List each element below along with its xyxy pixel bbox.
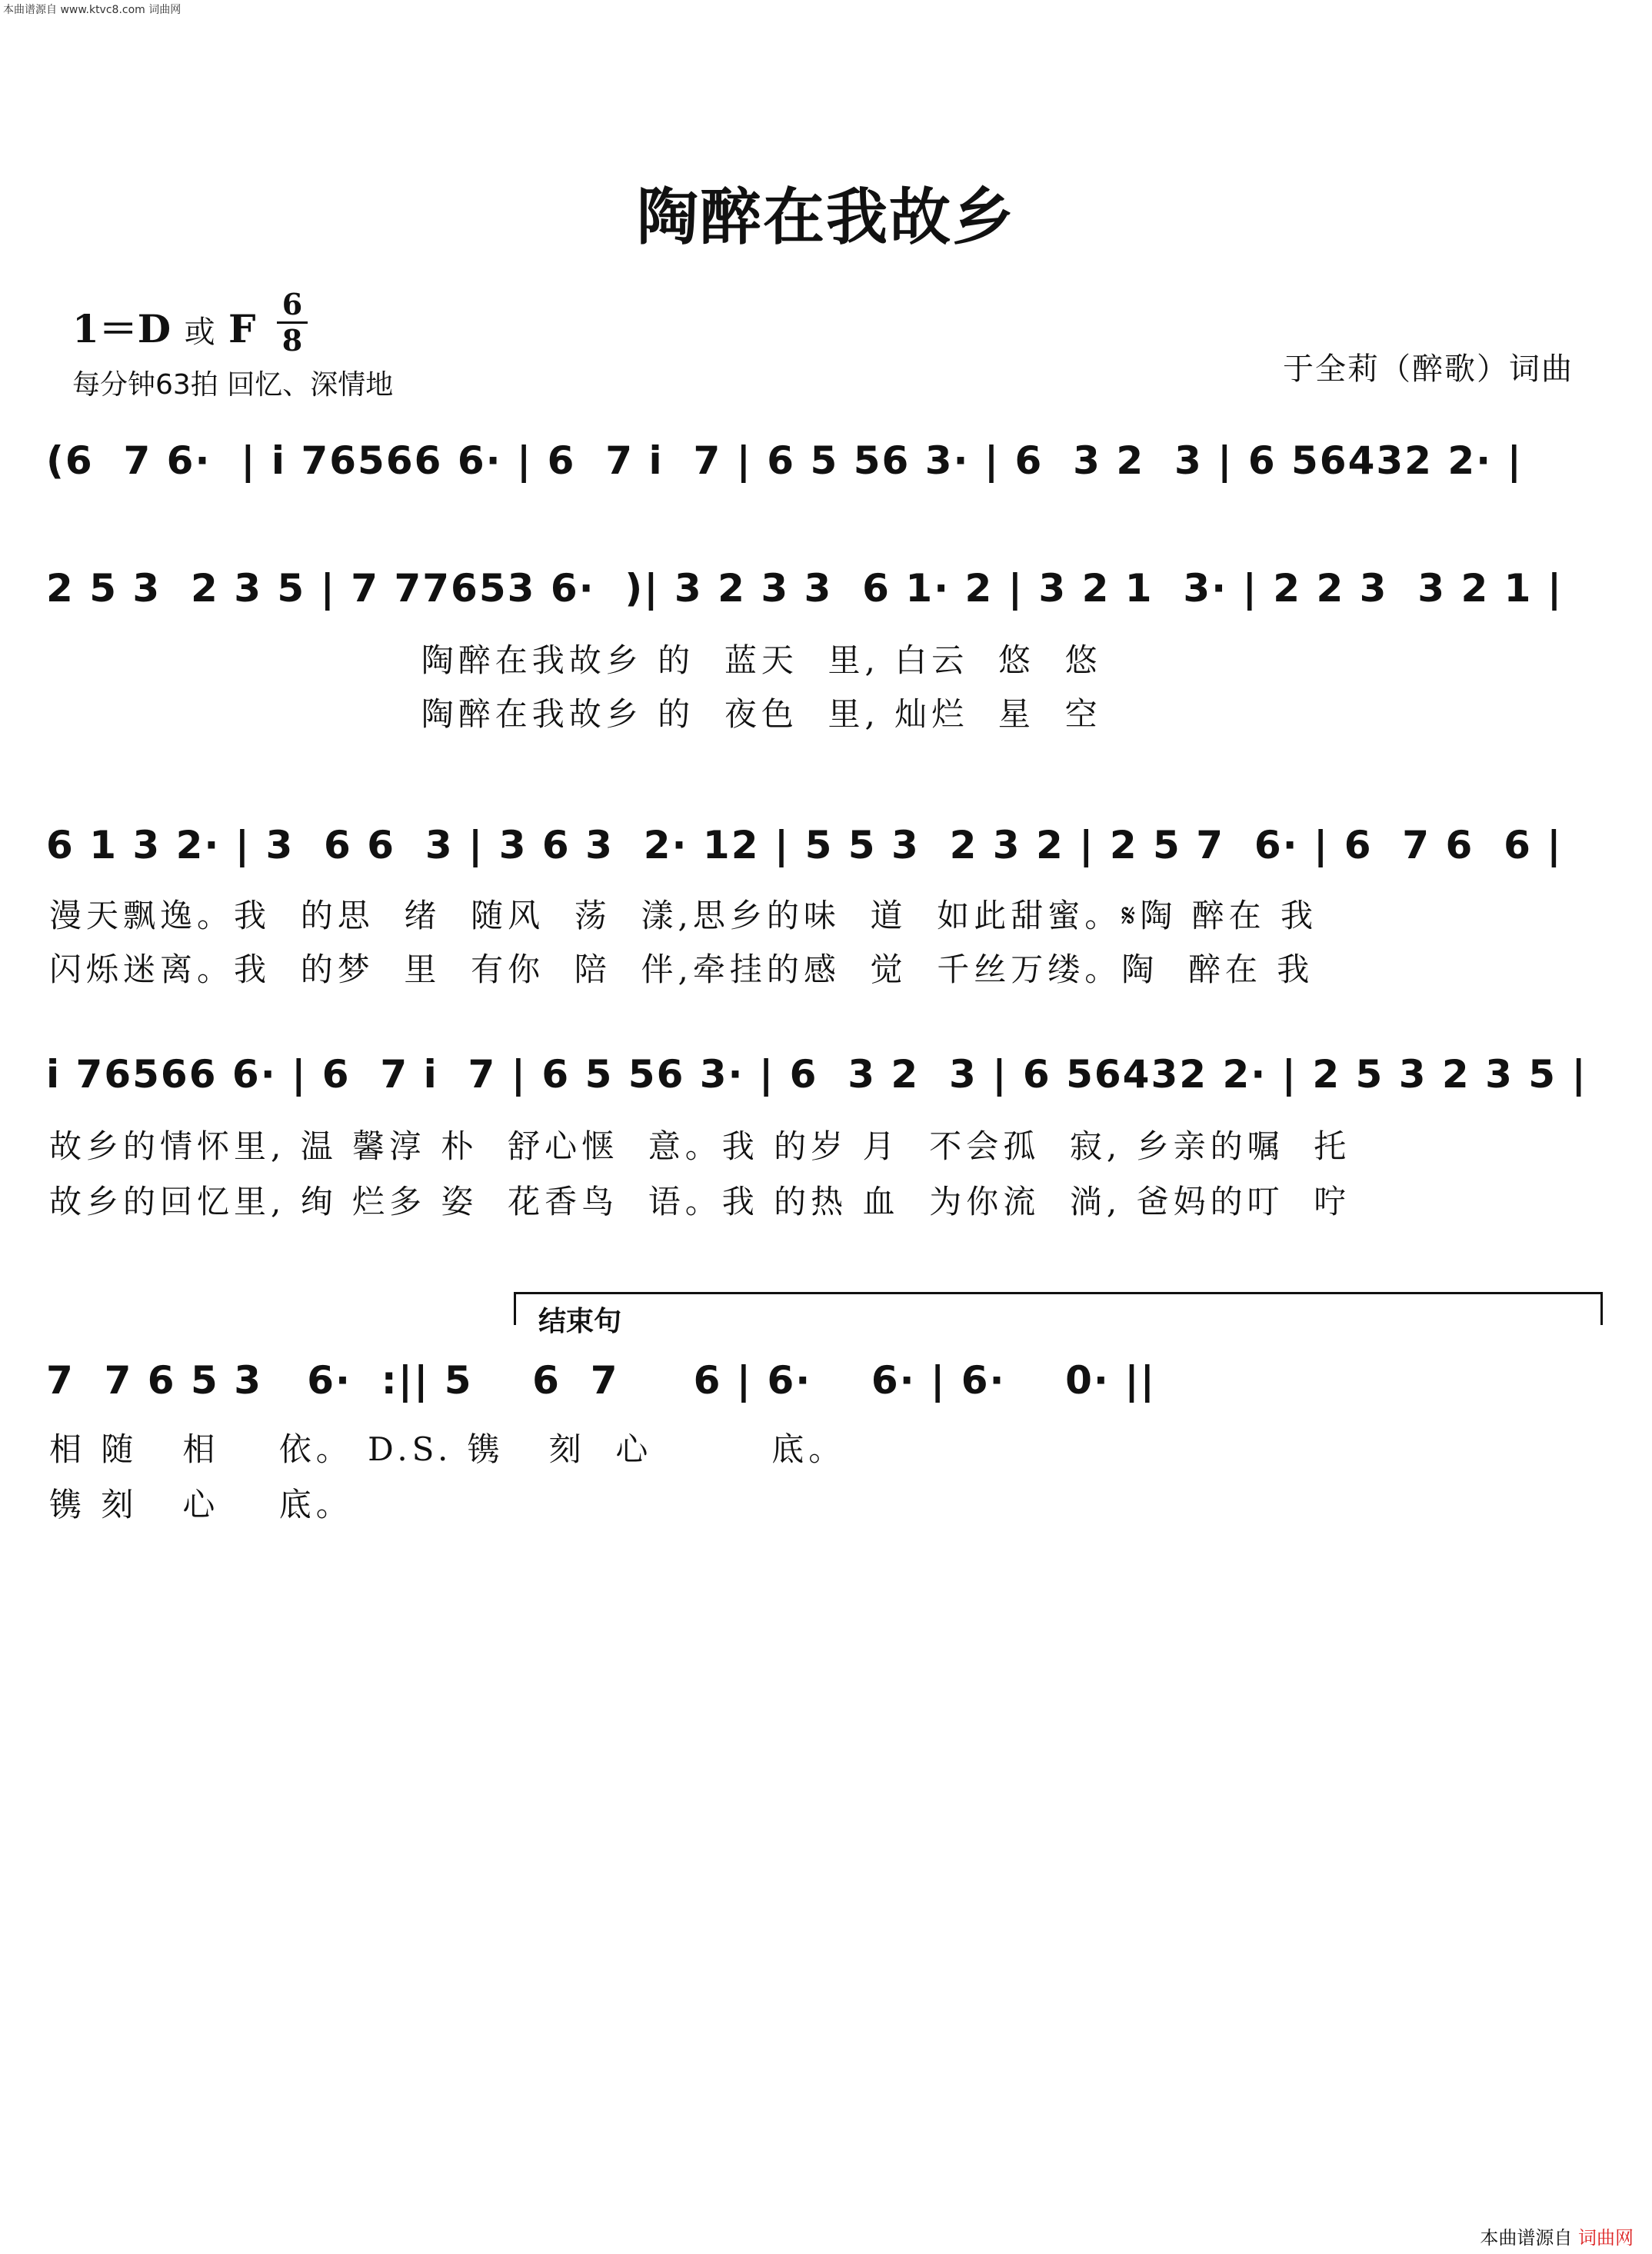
lyric-row-5-verse-2: 镌 刻 心 底。 xyxy=(49,1486,353,1523)
lyric-row-3-verse-2: 闪烁迷离。我 的梦 里 有你 陪 伴,牵挂的感 觉 千丝万缕。陶 醉在 我 xyxy=(49,951,1314,988)
song-title: 陶醉在我故乡 xyxy=(637,181,1015,253)
footer-credit xyxy=(1480,2222,1634,2249)
lyric-row-3-verse-1: 漫天飘逸。我 的思 绪 随风 荡 漾,思乡的味 道 如此甜蜜。𝄋陶 醉在 我 xyxy=(49,897,1318,934)
footer-brand: 词曲网 xyxy=(1578,2227,1634,2249)
ending-label: 结束句 xyxy=(538,1306,622,1337)
key-signature xyxy=(72,298,256,354)
time-top: 6 xyxy=(281,287,303,321)
time-signature xyxy=(277,289,308,356)
top-source-credit: 本曲谱源自 www.ktvc8.com 词曲网 xyxy=(3,4,182,16)
lyric-row-2-verse-1: 陶醉在我故乡 的 蓝天 里, 白云 悠 悠 xyxy=(49,641,1102,679)
lyric-row-5-verse-1: 相 随 相 依。 D.S. 镌 刻 心 底。 xyxy=(49,1430,846,1468)
ending-bracket xyxy=(514,1292,1603,1325)
lyric-row-2-verse-2: 陶醉在我故乡 的 夜色 里, 灿烂 星 空 xyxy=(49,695,1102,733)
time-bottom: 8 xyxy=(281,323,303,358)
tempo-marking: 每分钟63拍 回忆、深情地 xyxy=(72,369,394,401)
notation-row-1: (6 7 6· | i 76566 6· | 6 7 i 7 | 6 5 56 3· | 6 3 2 3 | 6 56432 2· | xyxy=(46,438,1523,483)
notation-row-4: i 76566 6· | 6 7 i 7 | 6 5 56 3· | 6 3 2 3 | 6 56432 2· | 2 5 3 2 3 5 | xyxy=(46,1052,1587,1097)
lyric-row-4-verse-1: 故乡的情怀里, 温 馨淳 朴 舒心惬 意。我 的岁 月 不会孤 寂, 乡亲的嘱 托 xyxy=(49,1127,1351,1165)
key-prefix: 1＝D xyxy=(72,306,172,351)
notation-row-3: 6 1 3 2· | 3 6 6 3 | 3 6 3 2· 12 | 5 5 3 2 3 2 | 2 5 7 6· | 6 7 6 6 | xyxy=(46,823,1563,867)
notation-row-5: 7 7 6 5 3 6· :|| 5 6 7 6 | 6· 6· | 6· 0· || xyxy=(46,1358,1156,1403)
key-suffix: F xyxy=(228,306,256,351)
footer-source: 本曲谱源自 xyxy=(1480,2227,1573,2249)
notation-row-2: 2 5 3 2 3 5 | 7 77653 6· )| 3 2 3 3 6 1· 2 | 3 2 1 3· | 2 2 3 3 2 1 | xyxy=(46,566,1564,611)
composer-credit: 于全莉（醉歌）词曲 xyxy=(1283,351,1574,387)
key-or: 或 xyxy=(184,315,215,350)
lyric-row-4-verse-2: 故乡的回忆里, 绚 烂多 姿 花香鸟 语。我 的热 血 为你流 淌, 爸妈的叮 咛 xyxy=(49,1183,1351,1220)
